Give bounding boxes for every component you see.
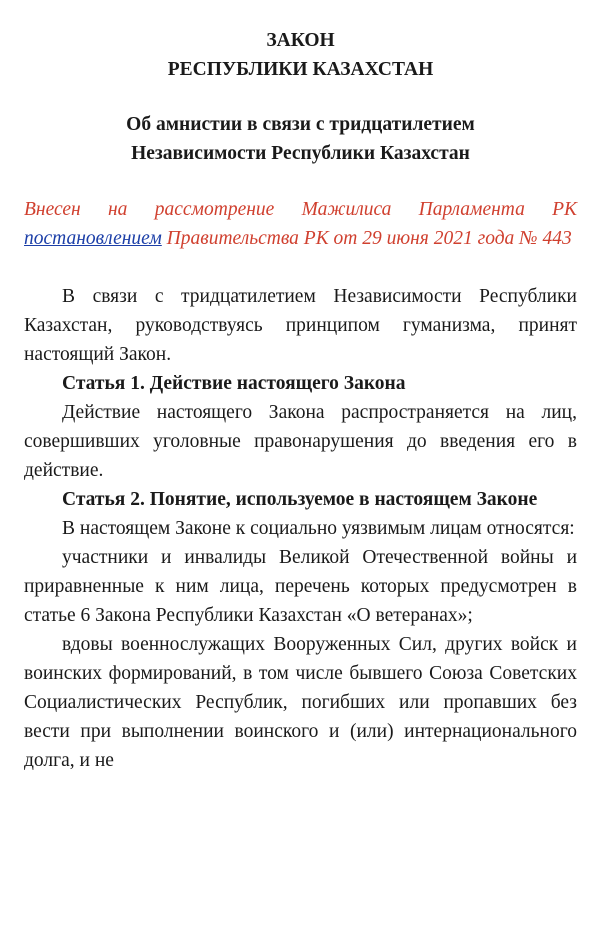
article-1-text: Действие настоящего Закона распространяется на лиц, совершивших уголовные правонарушения до введения его в действие. xyxy=(24,402,577,481)
article-2-heading: Статья 2. Понятие, используемое в настоящем Законе xyxy=(62,489,538,510)
article-2-item-1: участники и инвалиды Великой Отечественной войны и приравненные к ним лица, перечень которых предусмотрен в статье 6 Закона Республики Казахстан «О ветеранах»; xyxy=(24,547,577,626)
document-page xyxy=(24,26,577,775)
article-2-item-2: вдовы военнослужащих Вооруженных Сил, других войск и воинских формирований, в том числе бывшего Союза Советских Социалистических Республик, погибших или пропавших без вести при выполнении воинского и (или) интернационального долга, и не xyxy=(24,634,577,771)
preamble-paragraph: В связи с тридцатилетием Независимости Республики Казахстан, руководствуясь принципом гуманизма, принят настоящий Закон. xyxy=(24,286,577,365)
law-subtitle xyxy=(24,110,577,168)
submission-note-suffix: Правительства РК от 29 июня 2021 года № 443 xyxy=(166,228,572,249)
submission-note xyxy=(24,195,577,253)
submission-note-prefix: Внесен на рассмотрение Мажилиса Парламента РК xyxy=(24,199,577,220)
article-2-intro: В настоящем Законе к социально уязвимым лицам относятся: xyxy=(62,518,575,539)
law-title-line-1: ЗАКОН xyxy=(266,30,335,51)
law-title-line-2: РЕСПУБЛИКИ КАЗАХСТАН xyxy=(167,59,434,80)
law-subtitle-line-1: Об амнистии в связи с тридцатилетием xyxy=(126,114,475,135)
article-1-heading: Статья 1. Действие настоящего Закона xyxy=(62,373,406,394)
resolution-link[interactable]: постановлением xyxy=(24,228,162,249)
law-subtitle-line-2: Независимости Республики Казахстан xyxy=(131,143,470,164)
